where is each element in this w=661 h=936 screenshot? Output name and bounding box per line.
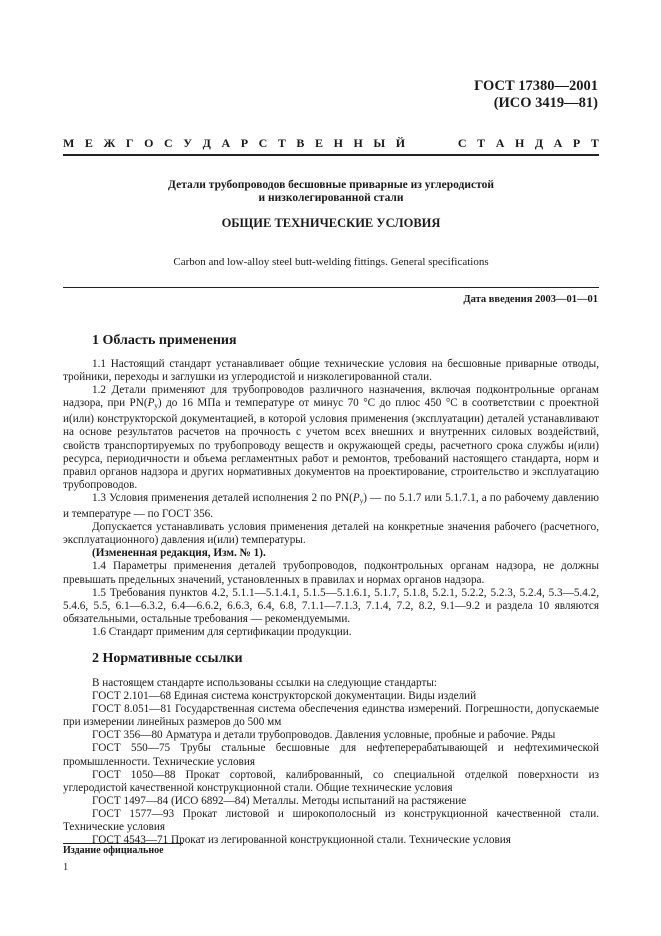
document-title [63,179,599,205]
banner-letter: Ж [103,136,116,150]
section-2-body [63,677,599,847]
reference-item: ГОСТ 2.101—68 Единая система конструкторской документации. Виды изделий [92,690,477,703]
paragraph-1-3-note: Допускается устанавливать условия применения деталей на конкретные значения рабочего (расчетного, эксплуатационного) давления и(или) температуры. [63,521,599,547]
paragraph-1-2: 1.2 Детали применяют для трубопроводов различного назначения, включая подконтрольные органам надзора, при $PN(P_y)$ до 16 МПа и температуре от минус 70 °С до плюс 450 °С в соответствии с проектной и(или) конструкторской документацией, в которой условия применения (эксплуатации) деталей устанавливают на основе результатов расчетов на прочность с учетом всех внешних и внутренних силовых воздействий, свойств транспортируемых по трубопроводу веществ и окружающей среды, расчетного срока службы и(или) ресурса, периодичности и объема регламентных работ и ремонтов, требований настоящего стандарта, норм и правил органов надзора и других нормативных документов на проектирование, строительство и эксплуатацию трубопроводов. [63,384,599,491]
iso-number: (ИСО 3419—81) [493,95,598,111]
banner-letter: У [183,136,193,150]
banner-letter: Д [202,136,211,150]
paragraph-1-3: 1.3 Условия применения деталей исполнения 2 по $PN(P_y)$ — по 5.1.7 или 5.1.7.1, а по рабочему давлению и температуре — по ГОСТ 356. [63,491,600,521]
banner-letter: Р [572,136,581,150]
interstate-standard-banner [63,136,599,151]
banner-letter: Й [395,136,406,150]
banner-letter: Г [125,136,134,150]
banner-letter: Т [590,136,599,150]
paragraph-1-5: 1.5 Требования пунктов 4.2, 5.1.1—5.1.4.1, 5.1.5—5.1.6.1, 5.1.7, 5.1.8, 5.2.1, 5.2.2, 5.2.3, 5.2.4, 5.3—5.4.2, 5.4.6, 5.5, 6.1—6.3.2, 6.4—6.6.2, 6.6.3, 6.4, 6.8, 7.1.1—7.1.3, 7.1.4, 7.2, 8.2, 9.1—9.2 и раздела 10 являются обязательными, остальные требования — рекомендуемыми. [63,586,599,625]
title-divider [63,287,599,288]
reference-item: В настоящем стандарте использованы ссылки на следующие стандарты: [92,677,437,689]
paragraph-1-6: 1.6 Стандарт применим для сертификации продукции. [92,625,352,638]
title-line-1: Детали трубопроводов бесшовные приварные из углеродистой [168,179,494,191]
banner-letter: Е [314,136,323,150]
standard-number: ГОСТ 17380—2001 [474,78,598,94]
reference-item: ГОСТ 1577—93 Прокат листовой и широкополосный из конструкционной качественной стали. Технические условия [63,807,599,834]
banner-letter: Н [353,136,363,150]
section-2-heading: 2 Нормативные ссылки [92,651,243,666]
reference-item: ГОСТ 550—75 Трубы стальные бесшовные для нефтеперерабатывающей и нефтехимической промышленности. Технические условия [63,742,599,768]
standard-identifier [474,78,598,112]
reference-item: ГОСТ 8.051—81 Государственная система обеспечения единства измерений. Погрешности, допускаемые при измерении линейных размеров до 500 мм [63,703,599,729]
introduction-date: Дата введения 2003—01—01 [463,294,598,305]
english-title: Carbon and low-alloy steel butt-welding fittings. General specifications [173,256,489,268]
banner-letter: Т [477,136,486,150]
banner-letter: Р [240,136,249,150]
banner-letter: Е [84,136,93,150]
banner-letter: С [258,136,268,150]
banner-letter: О [144,136,154,150]
banner-letter: Д [534,136,544,150]
banner-letter: М [63,136,75,150]
banner-letter: С [164,136,173,150]
edition-label: Издание официальное [63,845,164,856]
reference-item: ГОСТ 4543—71 Прокат из легированной конструкционной стали. Технические условия [92,834,511,847]
footer-divider [63,843,183,844]
general-specifications-heading: ОБЩИЕ ТЕХНИЧЕСКИЕ УСЛОВИЯ [221,216,441,230]
reference-item: ГОСТ 1050—88 Прокат сортовой, калиброванный, со специальной отделкой поверхности из углеродистой качественной конструкционной стали. Общие технические условия [63,768,599,794]
amendment-note: (Измененная редакция, Изм. № 1). [92,547,266,560]
banner-letter: Ы [373,136,386,150]
paragraph-1-1: 1.1 Настоящий стандарт устанавливает общие технические условия на бесшовные приварные отводы, тройники, переходы и заглушки из углеродистой и низколегированной стали. [63,358,599,384]
banner-letter: А [553,136,563,150]
reference-item: ГОСТ 356—80 Арматура и детали трубопроводов. Давления условные, пробные и рабочие. Ряды [92,729,556,742]
top-divider [63,154,599,156]
banner-letter: Т [277,136,286,150]
reference-item: ГОСТ 1497—84 (ИСО 6892—84) Металлы. Методы испытаний на растяжение [92,794,467,807]
banner-letter: Н [333,136,343,150]
section-1-body [63,358,599,639]
banner-letter: В [296,136,305,150]
title-line-2: и низколегированной стали [258,192,404,204]
banner-letter: С [457,136,467,150]
banner-letter: Н [514,136,525,150]
banner-letter: А [495,136,505,150]
banner-letter: А [221,136,231,150]
paragraph-1-4: 1.4 Параметры применения деталей трубопроводов, подконтрольных органам надзора, не должны превышать предельных значений, установленных в правилах и нормах органов надзора. [63,560,599,586]
page-number: 1 [63,862,69,873]
section-1-heading: 1 Область применения [92,333,237,348]
